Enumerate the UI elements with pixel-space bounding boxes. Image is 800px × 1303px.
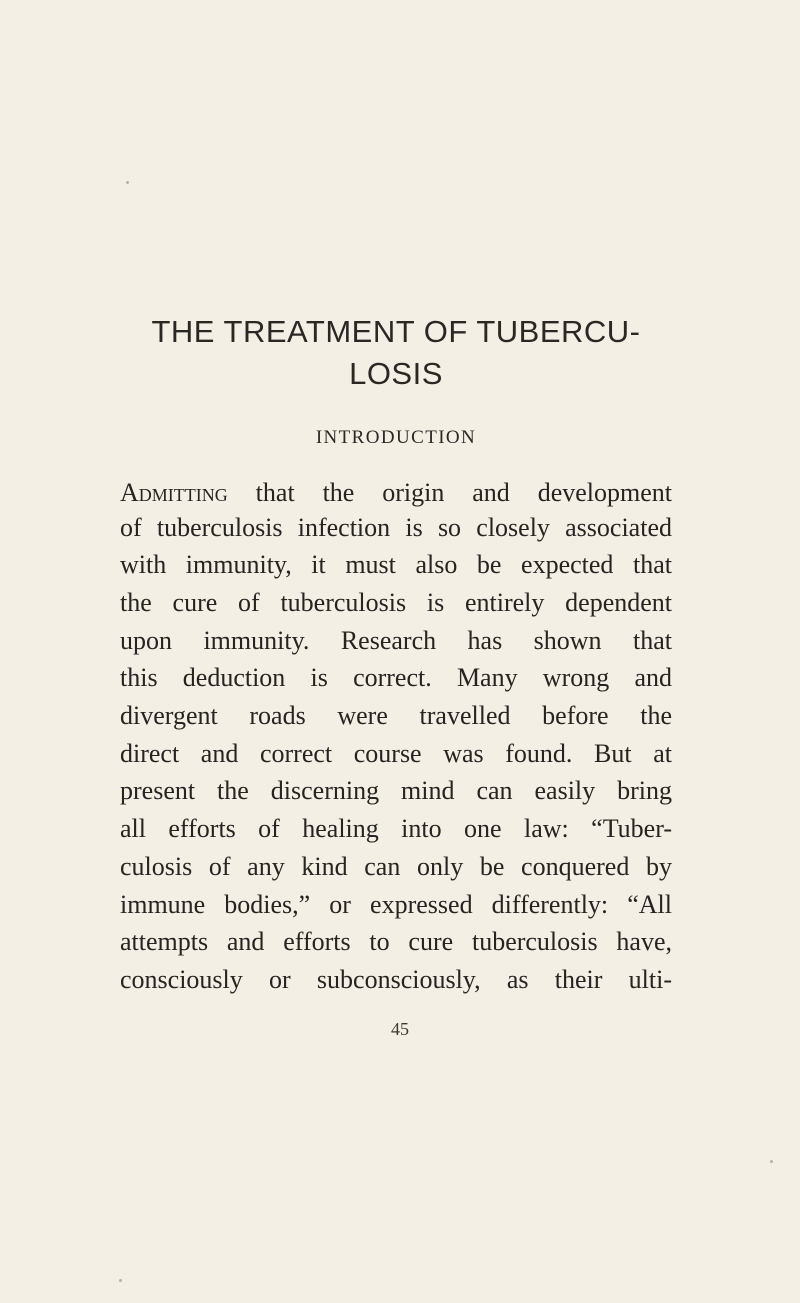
body-line: immune bodies,” or expressed differently: “All	[120, 890, 672, 919]
paper-speck	[126, 181, 129, 184]
body-line: divergent roads were travelled before the	[120, 701, 672, 730]
body-line: upon immunity. Research has shown that	[120, 626, 672, 655]
body-line: culosis of any kind can only be conquered by	[120, 852, 672, 881]
paper-speck	[770, 1160, 773, 1163]
section-heading: INTRODUCTION	[315, 427, 477, 448]
page-number: 45	[391, 1019, 409, 1039]
body-line: direct and correct course was found. But at	[120, 739, 672, 768]
body-line: the cure of tuberculosis is entirely dependent	[120, 588, 672, 617]
body-line: all efforts of healing into one law: “Tuber-	[120, 814, 672, 843]
body-line: attempts and efforts to cure tuberculosis have,	[120, 927, 672, 956]
paper-speck	[119, 1279, 122, 1282]
opening-word: Admitting	[120, 478, 228, 507]
body-line	[120, 476, 672, 509]
body-line: this deduction is correct. Many wrong and	[120, 663, 672, 692]
body-line: of tuberculosis infection is so closely associated	[120, 513, 672, 542]
chapter-title-line-2: LOSIS	[349, 356, 443, 391]
opening-line-text: that the origin and development	[227, 478, 672, 507]
body-line: present the discerning mind can easily bring	[120, 776, 672, 805]
body-line: with immunity, it must also be expected that	[120, 550, 672, 579]
body-line: consciously or subconsciously, as their ulti-	[120, 965, 672, 994]
chapter-title-line-1: THE TREATMENT OF TUBERCU-	[151, 314, 641, 349]
